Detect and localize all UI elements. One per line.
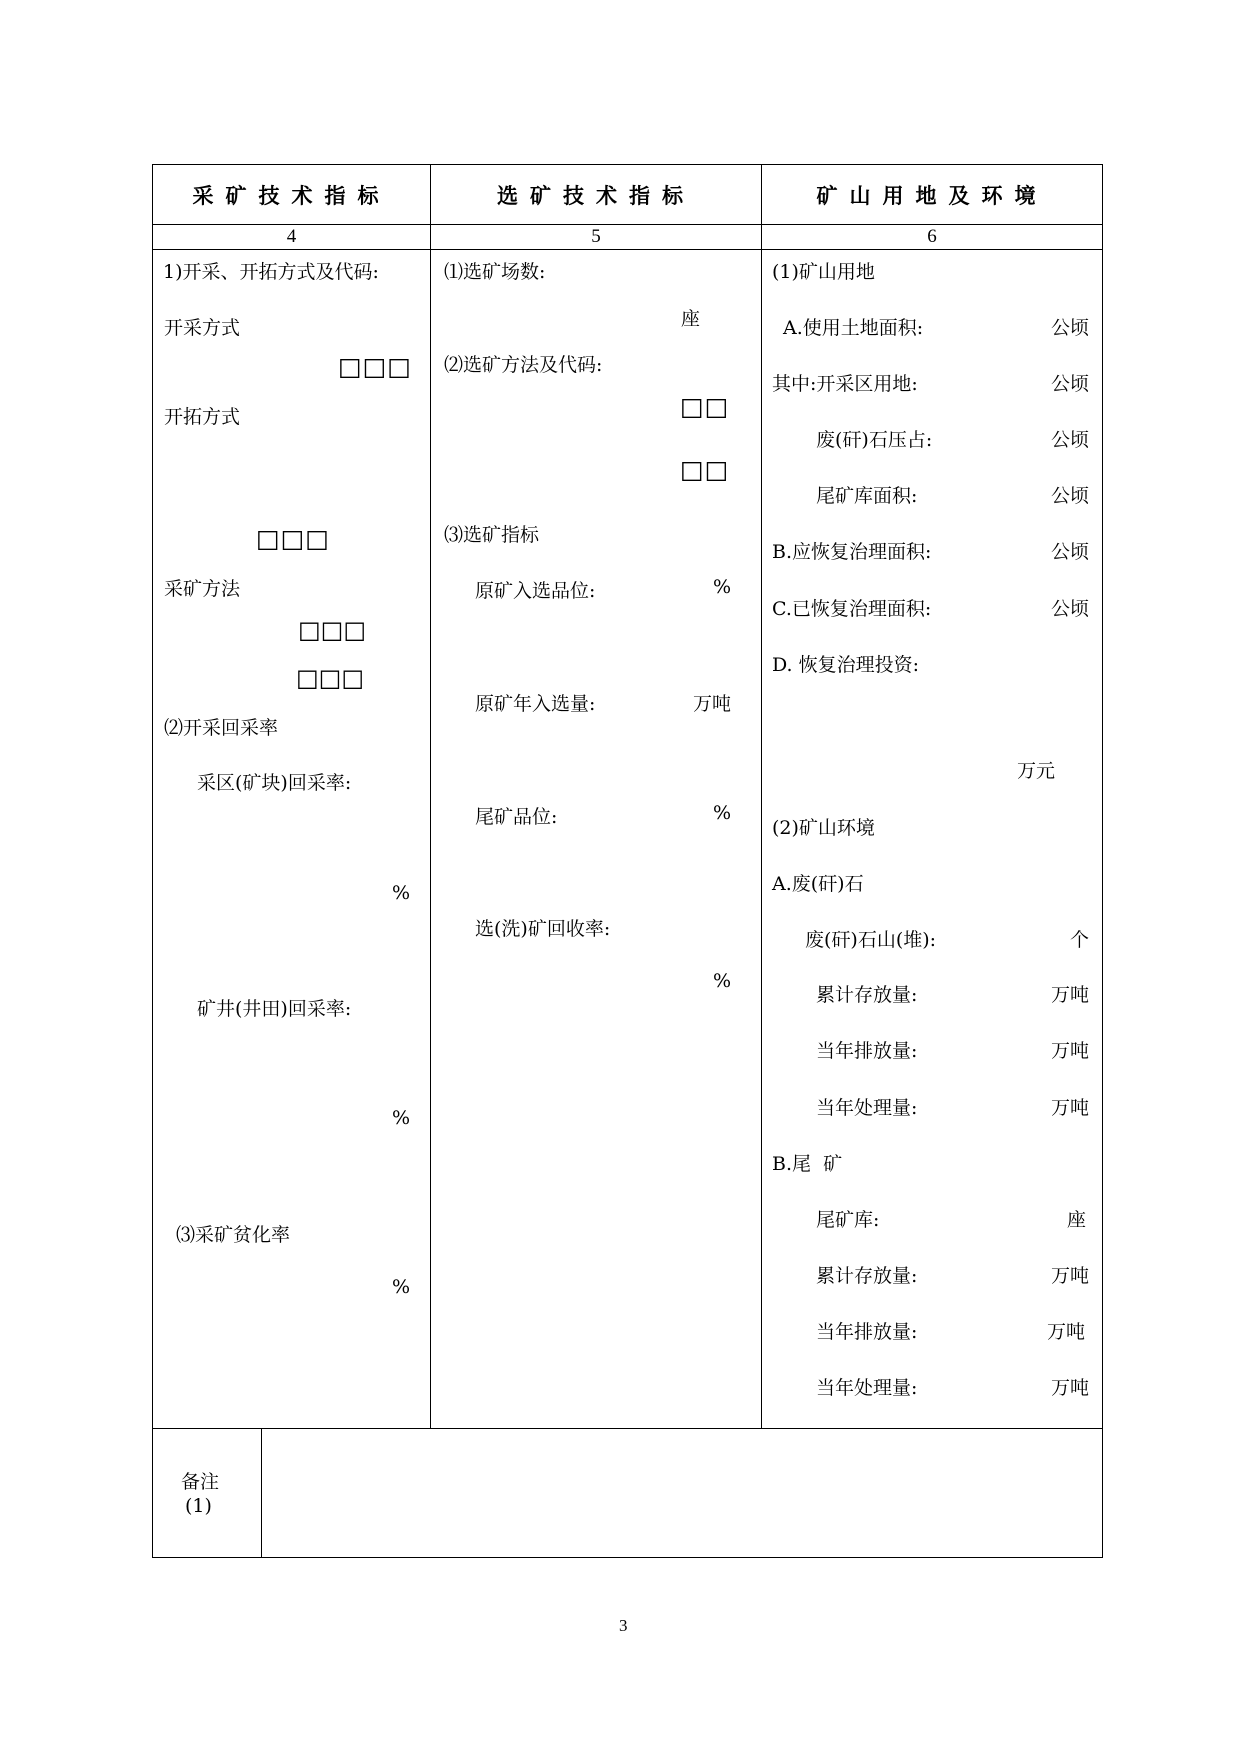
land-use-area-unit: 公顷 xyxy=(1050,317,1089,339)
waste-dumps-label: 废(矸)石山(堆): xyxy=(805,929,937,951)
mining-area-land-unit: 公顷 xyxy=(1050,373,1089,395)
waste-annual-treatment-label: 当年处理量: xyxy=(816,1097,918,1119)
land-use-area-label: A.使用土地面积: xyxy=(783,317,924,339)
land-item-2: (2)矿山环境 xyxy=(772,817,875,839)
feed-grade-unit: % xyxy=(713,576,732,598)
land-item-1: (1)矿山用地 xyxy=(772,261,875,283)
column-number-6: 6 xyxy=(927,226,937,247)
recovery-rate-label: 选(洗)矿回收率: xyxy=(475,918,611,940)
remarks-label-divider xyxy=(261,1428,262,1558)
block-recovery-unit: % xyxy=(392,882,411,904)
processing-item-2: ⑵选矿方法及代码: xyxy=(444,354,603,376)
waste-rock-heading: A.废(矸)石 xyxy=(772,873,864,895)
restoration-required-label: B.应恢复治理面积: xyxy=(772,541,932,563)
mining-method-label: 开采方式 xyxy=(164,317,241,339)
header-processing-indicators: 选矿技术指标 xyxy=(497,184,695,208)
tailings-cumulative-label: 累计存放量: xyxy=(816,1265,918,1287)
tailings-pond-unit: 座 xyxy=(1066,1209,1086,1231)
remarks-divider xyxy=(152,1428,1103,1429)
tailings-grade-unit: % xyxy=(713,802,732,824)
extraction-code-boxes-1: □□□ xyxy=(298,616,367,644)
tailings-pond-label: 尾矿库: xyxy=(816,1209,880,1231)
extraction-code-boxes-2: □□□ xyxy=(296,664,365,692)
column-divider-2 xyxy=(761,164,762,1428)
development-code-boxes: □□□ xyxy=(256,524,330,553)
processing-item-3: ⑶选矿指标 xyxy=(444,524,540,546)
mine-recovery-label: 矿井(井田)回采率: xyxy=(197,998,352,1020)
recovery-rate-unit: % xyxy=(713,970,732,992)
tailings-grade-label: 尾矿品位: xyxy=(475,806,558,828)
block-recovery-label: 采区(矿块)回采率: xyxy=(197,772,352,794)
column-number-4: 4 xyxy=(286,226,297,247)
table-border-left xyxy=(152,164,153,1558)
restoration-investment-unit: 万元 xyxy=(1017,760,1056,782)
restoration-required-unit: 公顷 xyxy=(1050,541,1089,563)
tailings-pond-area-label: 尾矿库面积: xyxy=(816,485,918,507)
mining-area-land-label: 其中:开采区用地: xyxy=(772,373,918,395)
column-divider-1 xyxy=(430,164,431,1428)
header-divider xyxy=(152,224,1103,225)
table-border-right xyxy=(1102,164,1103,1558)
header-land-environment: 矿山用地及环境 xyxy=(816,184,1048,208)
tailings-heading: B.尾 矿 xyxy=(772,1153,843,1175)
column-number-5: 5 xyxy=(591,226,601,247)
header-mining-indicators: 采矿技术指标 xyxy=(192,184,391,208)
tailings-cumulative-unit: 万吨 xyxy=(1050,1265,1089,1287)
restored-area-label: C.已恢复治理面积: xyxy=(772,598,932,620)
waste-rock-land-label: 废(矸)石压占: xyxy=(816,429,933,451)
mine-recovery-unit: % xyxy=(392,1107,411,1129)
development-method-label: 开拓方式 xyxy=(164,406,241,428)
page-number: 3 xyxy=(619,1616,628,1635)
tailings-pond-area-unit: 公顷 xyxy=(1050,485,1089,507)
waste-cumulative-unit: 万吨 xyxy=(1050,984,1089,1006)
waste-annual-treatment-unit: 万吨 xyxy=(1050,1097,1089,1119)
tailings-annual-discharge-unit: 万吨 xyxy=(1046,1321,1085,1343)
waste-dumps-unit: 个 xyxy=(1069,929,1089,951)
number-divider xyxy=(152,249,1103,250)
waste-rock-land-unit: 公顷 xyxy=(1050,429,1089,451)
mining-method-code-boxes: □□□ xyxy=(338,352,412,381)
annual-feed-unit: 万吨 xyxy=(693,693,732,715)
restoration-investment-label: D. 恢复治理投资: xyxy=(772,654,920,676)
tailings-annual-treatment-unit: 万吨 xyxy=(1050,1377,1089,1399)
tailings-annual-discharge-label: 当年排放量: xyxy=(816,1321,918,1343)
mining-item-3: ⑶采矿贫化率 xyxy=(176,1224,291,1246)
annual-feed-label: 原矿年入选量: xyxy=(475,693,596,715)
restored-area-unit: 公顷 xyxy=(1050,598,1089,620)
tailings-annual-treatment-label: 当年处理量: xyxy=(816,1377,918,1399)
processing-item-1: ⑴选矿场数: xyxy=(444,261,546,283)
remarks-number: (1) xyxy=(185,1495,212,1517)
feed-grade-label: 原矿入选品位: xyxy=(475,580,596,602)
processing-code-boxes-2: □□ xyxy=(680,455,730,484)
waste-annual-discharge-label: 当年排放量: xyxy=(816,1040,918,1062)
mining-item-2: ⑵开采回采率 xyxy=(164,717,279,739)
table-border-bottom xyxy=(152,1557,1103,1558)
processing-code-boxes-1: □□ xyxy=(680,392,730,421)
dilution-unit: % xyxy=(392,1276,411,1298)
processing-plant-unit: 座 xyxy=(681,308,701,330)
table-border-top xyxy=(152,164,1103,165)
waste-cumulative-label: 累计存放量: xyxy=(816,984,918,1006)
mining-item-1: 1)开采、开拓方式及代码: xyxy=(163,261,379,283)
remarks-label: 备注 xyxy=(181,1471,220,1493)
extraction-method-label: 采矿方法 xyxy=(164,578,241,600)
waste-annual-discharge-unit: 万吨 xyxy=(1050,1040,1089,1062)
